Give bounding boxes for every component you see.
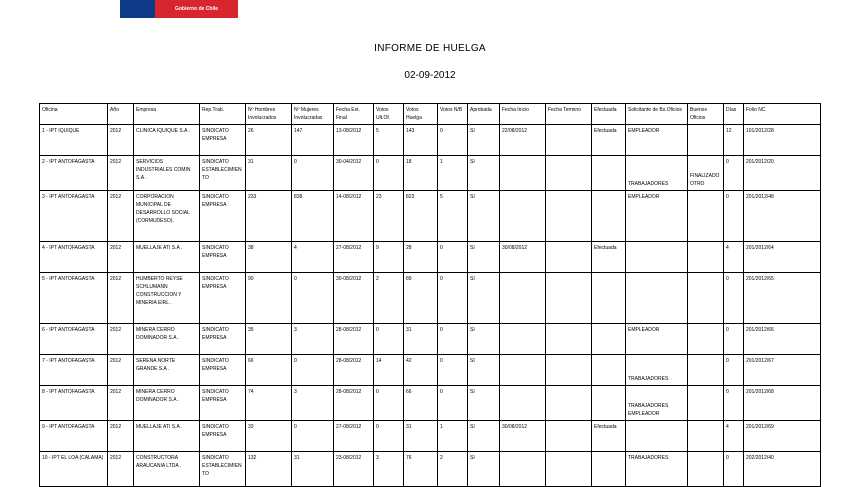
table-cell: 3 [292, 386, 334, 421]
table-cell: CORPORACION MUNICIPAL DE DESARROLLO SOCIAL (CORMUDESO). [134, 191, 200, 242]
table-cell: 838 [292, 191, 334, 242]
table-cell: SINDICATO EMPRESA [200, 421, 246, 452]
table-cell: 147 [292, 125, 334, 156]
table-cell: SI [468, 452, 500, 487]
table-row [40, 324, 821, 355]
table-cell: SI [468, 324, 500, 355]
column-header: Nº Hombres Involucrados [246, 104, 292, 125]
table-cell: SI [468, 242, 500, 273]
table-cell: 201/2012/65 [744, 273, 821, 324]
column-header: Fecha Ext. Final [334, 104, 374, 125]
table-cell: 3 - IPT ANTOFAGASTA [40, 191, 108, 242]
table-cell: MUELLAJE ATI S.A . [134, 421, 200, 452]
table-cell: HUMBERTO REYSE SCHLUMANN CONSTRUCCION Y MINERIA EIRL . [134, 273, 200, 324]
table-cell [500, 156, 546, 191]
table-cell: 2012 [108, 273, 134, 324]
table-cell: 31 [292, 452, 334, 487]
table-cell: SINDICATO EMPRESA [200, 125, 246, 156]
table-cell: 31 [404, 421, 438, 452]
table-cell: 1 [438, 156, 468, 191]
table-cell: FINALIZADO OTRO [688, 156, 724, 191]
column-header: Efectuada [592, 104, 626, 125]
table-cell: Efectuada [592, 421, 626, 452]
table-cell: 30-04/2012 [334, 156, 374, 191]
table-cell: EMPLEADOR [626, 324, 688, 355]
table-cell: TRABAJADORES [626, 156, 688, 191]
table-cell: 0 [724, 355, 744, 386]
table-cell: 1 - IPT IQUIQUE [40, 125, 108, 156]
table-cell: SINDICATO ESTABLECIMIENTO [200, 452, 246, 487]
table-cell: 4 [724, 421, 744, 452]
table-cell: 3 [374, 452, 404, 487]
table-cell: 823 [404, 191, 438, 242]
table-row [40, 452, 821, 487]
table-cell: 0 [438, 355, 468, 386]
table-cell: 74 [246, 386, 292, 421]
column-header: Votos Huelga [404, 104, 438, 125]
table-cell [688, 324, 724, 355]
table-cell: 33 [246, 421, 292, 452]
table-header-row [40, 104, 821, 125]
table-cell [546, 242, 592, 273]
table-cell: 26 [246, 125, 292, 156]
table-cell [546, 156, 592, 191]
table-cell: 35 [246, 324, 292, 355]
table-cell: 0 [292, 156, 334, 191]
table-cell: 4 [292, 242, 334, 273]
table-cell: 0 [438, 242, 468, 273]
table-cell: 201/2012/48 [744, 191, 821, 242]
table-cell: 38 [246, 242, 292, 273]
table-cell [500, 452, 546, 487]
table-cell [546, 355, 592, 386]
table-cell: SERVICIOS INDUSTRIALES COMIN S.A . [134, 156, 200, 191]
table-cell: 30/08/2012 [500, 242, 546, 273]
table-cell [688, 191, 724, 242]
table-row [40, 156, 821, 191]
table-cell: 2012 [108, 125, 134, 156]
table-cell: 28-08/2012 [334, 386, 374, 421]
column-header: Aprobada [468, 104, 500, 125]
table-cell: TRABAJADORES EMPLEADOR [626, 386, 688, 421]
table-cell: 132 [246, 452, 292, 487]
table-cell: 12 [724, 125, 744, 156]
table-cell [500, 355, 546, 386]
table-cell: 4 - IPT ANTOFAGASTA [40, 242, 108, 273]
table-cell [500, 386, 546, 421]
table-cell [626, 421, 688, 452]
table-cell [500, 273, 546, 324]
table-cell: 31 [404, 324, 438, 355]
table-cell: 8 - IPT ANTOFAGASTA [40, 386, 108, 421]
table-cell [688, 421, 724, 452]
table-cell [626, 273, 688, 324]
table-cell: 22/08/2012 [500, 125, 546, 156]
table-cell: MUELLAJE ATI S.A . [134, 242, 200, 273]
table-cell [688, 452, 724, 487]
table-row [40, 273, 821, 324]
table-cell: 0 [724, 386, 744, 421]
table-cell: 2012 [108, 421, 134, 452]
table-cell: SI [468, 421, 500, 452]
column-header: Buenos Oficios [688, 104, 724, 125]
table-cell [592, 452, 626, 487]
table-cell: 0 [374, 156, 404, 191]
table-cell: 0 [374, 324, 404, 355]
table-cell: 0 [374, 386, 404, 421]
table-cell [688, 125, 724, 156]
table-cell: TRABAJADORES [626, 355, 688, 386]
table-cell: EMPLEADOR [626, 125, 688, 156]
table-cell: 201/2012/20 [744, 156, 821, 191]
column-header: Rep.Trab. [200, 104, 246, 125]
table-cell: 76 [404, 452, 438, 487]
table-cell: 66 [246, 355, 292, 386]
table-cell: 90 [246, 273, 292, 324]
table-cell: 2 [438, 452, 468, 487]
table-cell: 66 [404, 386, 438, 421]
table-cell: 5 [374, 125, 404, 156]
table-cell: 10 - IPT EL LOA (CALAMA) [40, 452, 108, 487]
table-cell: 0 [292, 273, 334, 324]
strike-report-table [39, 103, 821, 487]
table-row [40, 355, 821, 386]
table-cell [500, 191, 546, 242]
table-cell: 30-08/2012 [334, 273, 374, 324]
table-cell: 2 [374, 273, 404, 324]
table-cell: 28 [404, 242, 438, 273]
table-cell: SERENA NORTE GRANDE S.A . [134, 355, 200, 386]
table-cell: 201/2012/66 [744, 324, 821, 355]
table-cell: 42 [404, 355, 438, 386]
table-cell [688, 242, 724, 273]
table-cell: 14-08/2012 [334, 191, 374, 242]
table-row [40, 386, 821, 421]
column-header: Año [108, 104, 134, 125]
column-header: Fecha Termino [546, 104, 592, 125]
table-cell [688, 386, 724, 421]
table-cell: 27-08/2012 [334, 242, 374, 273]
table-cell: 18 [404, 156, 438, 191]
table-cell: 0 [724, 191, 744, 242]
table-cell [546, 452, 592, 487]
table-cell: 28-08/2012 [334, 355, 374, 386]
table-cell [500, 324, 546, 355]
table-cell: 201/2012/68 [744, 386, 821, 421]
table-cell: 2 - IPT ANTOFAGASTA [40, 156, 108, 191]
table-cell: SI [468, 355, 500, 386]
table-cell: 2012 [108, 386, 134, 421]
logo-text: Gobierno de Chile [155, 0, 238, 18]
column-header: Solicitante de Bs.Oficios [626, 104, 688, 125]
table-cell: 1 [438, 421, 468, 452]
gobierno-logo [120, 0, 238, 18]
table-cell: 143 [404, 125, 438, 156]
table-cell: 2012 [108, 191, 134, 242]
table-cell: 0 [724, 273, 744, 324]
table-cell: MINERA CERRO DOMINADOR S.A . [134, 324, 200, 355]
report-date: 02-09-2012 [404, 70, 456, 81]
table-cell [592, 191, 626, 242]
table-cell: SINDICATO EMPRESA [200, 324, 246, 355]
table-cell: 201/2012/67 [744, 355, 821, 386]
table-cell: Efectuada [592, 125, 626, 156]
column-header: Empresa [134, 104, 200, 125]
table-cell: SINDICATO EMPRESA [200, 191, 246, 242]
column-header: Nº Mujeres Involucradas [292, 104, 334, 125]
table-cell: 2012 [108, 156, 134, 191]
table-cell [546, 273, 592, 324]
table-cell: 13-08/2012 [334, 125, 374, 156]
table-cell: 5 - IPT ANTOFAGASTA [40, 273, 108, 324]
table-cell [592, 273, 626, 324]
table-cell: 0 [438, 386, 468, 421]
logo-blue-block [120, 0, 155, 18]
table-cell: TRABAJADORES [626, 452, 688, 487]
table-cell: 31 [246, 156, 292, 191]
table-cell: 0 [292, 421, 334, 452]
table-cell: 23-08/2012 [334, 452, 374, 487]
table-row [40, 191, 821, 242]
table-cell: 0 [724, 452, 744, 487]
table-cell: 5 [438, 191, 468, 242]
column-header: Oficina [40, 104, 108, 125]
table-cell [592, 386, 626, 421]
table-cell: 0 [438, 273, 468, 324]
table-cell: 27-08/2012 [334, 421, 374, 452]
table-cell: 3 [292, 324, 334, 355]
table-cell: 9 [374, 242, 404, 273]
table-cell: SINDICATO ESTABLECIMIENTO [200, 156, 246, 191]
table-cell: 2012 [108, 355, 134, 386]
table-cell: 0 [724, 324, 744, 355]
table-cell: 201/2012/64 [744, 242, 821, 273]
table-cell [688, 355, 724, 386]
table-cell [626, 242, 688, 273]
table-cell: 6 - IPT ANTOFAGASTA [40, 324, 108, 355]
table-cell [546, 125, 592, 156]
column-header: Días [724, 104, 744, 125]
table-cell: CLINICA IQUIQUE S.A . [134, 125, 200, 156]
table-cell: EMPLEADOR [626, 191, 688, 242]
table-cell [546, 386, 592, 421]
table-cell [592, 355, 626, 386]
table-cell: 7 - IPT ANTOFAGASTA [40, 355, 108, 386]
table-cell: 0 [724, 156, 744, 191]
column-header: Fecha Inicio [500, 104, 546, 125]
table-cell: 2012 [108, 242, 134, 273]
table-cell: 14 [374, 355, 404, 386]
table-cell: SINDICATO EMPRESA [200, 242, 246, 273]
table-cell [592, 156, 626, 191]
table-cell: MINERA CERRO DOMINADOR S.A . [134, 386, 200, 421]
table-cell: SINDICATO EMPRESA [200, 355, 246, 386]
table-cell: 0 [374, 421, 404, 452]
table-cell: 0 [438, 324, 468, 355]
table-cell: 233 [246, 191, 292, 242]
table-cell: 202/2012/40 [744, 452, 821, 487]
table-cell: SI [468, 156, 500, 191]
table-cell [592, 324, 626, 355]
table-cell: SINDICATO EMPRESA [200, 273, 246, 324]
table-cell: 2012 [108, 324, 134, 355]
column-header: Folio NC [744, 104, 821, 125]
column-header: Votos N/B [438, 104, 468, 125]
table-cell: 0 [292, 355, 334, 386]
table-cell: 0 [438, 125, 468, 156]
table-row [40, 125, 821, 156]
table-cell: SI [468, 191, 500, 242]
report-title: INFORME DE HUELGA [374, 43, 486, 54]
table-cell: SI [468, 273, 500, 324]
table-cell [546, 191, 592, 242]
table-cell: 101/2012/28 [744, 125, 821, 156]
column-header: Votos Ult.Of. [374, 104, 404, 125]
table-cell: 89 [404, 273, 438, 324]
table-cell: 28-08/2012 [334, 324, 374, 355]
table-cell: 2012 [108, 452, 134, 487]
table-cell [688, 273, 724, 324]
table-cell: 201/2012/69 [744, 421, 821, 452]
table-cell [546, 324, 592, 355]
table-cell: SI [468, 386, 500, 421]
table-cell [546, 421, 592, 452]
table-cell: 23 [374, 191, 404, 242]
table-cell: 9 - IPT ANTOFAGASTA [40, 421, 108, 452]
table-cell: CONSTRUCTORA ARAUCANIA LTDA . [134, 452, 200, 487]
table-row [40, 421, 821, 452]
table-cell: SINDICATO EMPRESA [200, 386, 246, 421]
table-cell: 30/08/2012 [500, 421, 546, 452]
table-cell: 4 [724, 242, 744, 273]
table-cell: Efectuada [592, 242, 626, 273]
table-row [40, 242, 821, 273]
table-cell: SI [468, 125, 500, 156]
